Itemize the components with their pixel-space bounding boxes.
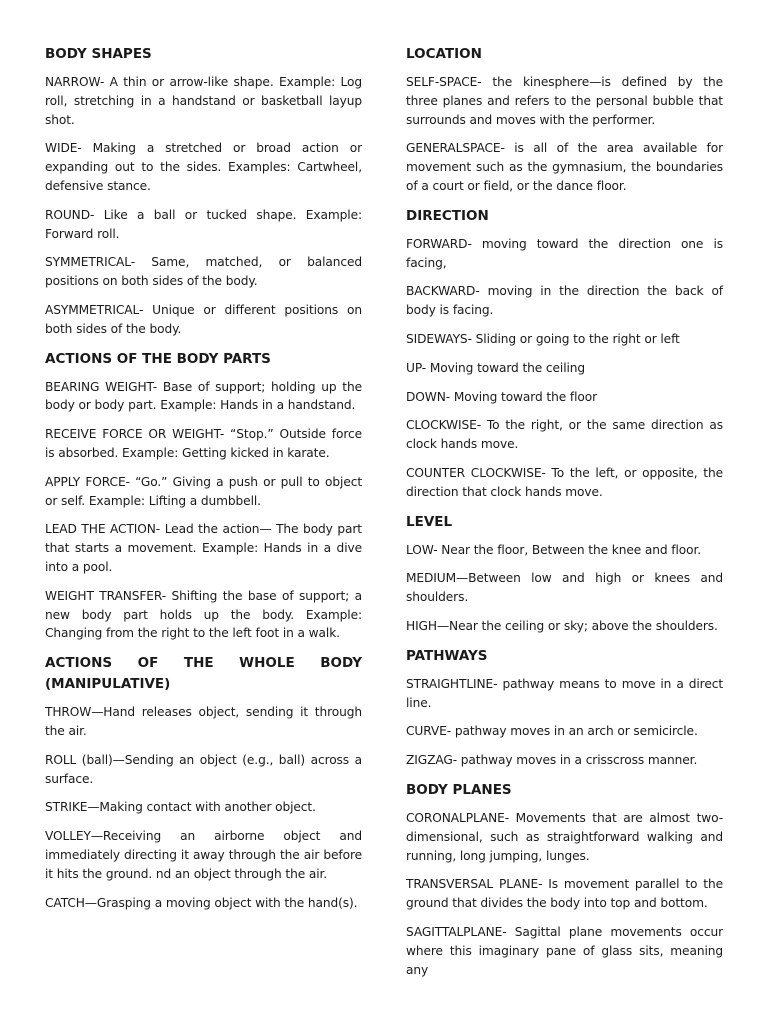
entry-apply-force: APPLY FORCE- “Go.” Giving a push or pull to object or self. Example: Lifting a dumbbell. (45, 474, 362, 508)
entry-zigzag: ZIGZAG- pathway moves in a crisscross manner. (406, 753, 698, 768)
entry-up: UP- Moving toward the ceiling (406, 360, 586, 375)
entry-lead-the-action: LEAD THE ACTION- Lead the action— The body part that starts a movement. Example: Hands in a dive into a pool. (45, 522, 362, 574)
entry-asymmetrical: ASYMMETRICAL- Unique or different positions on both sides of the body. (45, 302, 362, 336)
entry-straightline: STRAIGHTLINE- pathway means to move in a direct line. (406, 676, 723, 710)
section-heading-actions-body-parts: ACTIONS OF THE BODY PARTS (45, 350, 271, 367)
section-heading-pathways: PATHWAYS (406, 647, 488, 664)
entry-wide: WIDE- Making a stretched or broad action or expanding out to the sides. Examples: Cartwheel, defensive stance. (45, 141, 362, 193)
entry-curve: CURVE- pathway moves in an arch or semicircle. (406, 724, 698, 739)
entry-symmetrical: SYMMETRICAL- Same, matched, or balanced positions on both sides of the body. (45, 255, 362, 289)
left-column (45, 44, 362, 922)
entry-general-space: GENERALSPACE- is all of the area available for movement such as the gymnasium, the boundaries of a court or field, or the dance floor. (406, 141, 723, 193)
entry-bearing-weight: BEARING WEIGHT- Base of support; holding up the body or body part. Example: Hands in a handstand. (45, 379, 362, 413)
right-column (406, 44, 723, 979)
entry-strike: STRIKE—Making contact with another object. (45, 800, 316, 815)
entry-forward: FORWARD- moving toward the direction one is facing, (406, 236, 723, 270)
section-heading-direction: DIRECTION (406, 207, 489, 224)
entry-sideways: SIDEWAYS- Sliding or going to the right or left (406, 331, 680, 346)
section-heading-location: LOCATION (406, 46, 482, 62)
entry-round: ROUND- Like a ball or tucked shape. Example: Forward roll. (45, 207, 362, 241)
entry-throw: THROW—Hand releases object, sending it through the air. (45, 705, 362, 738)
entry-medium: MEDIUM—Between low and high or knees and shoulders. (406, 571, 723, 605)
entry-high: HIGH—Near the ceiling or sky; above the shoulders. (406, 618, 718, 633)
entry-receive-force: RECEIVE FORCE OR WEIGHT- “Stop.” Outside force is absorbed. Example: Getting kicked in karate. (45, 427, 362, 460)
entry-down: DOWN- Moving toward the floor (406, 389, 597, 404)
entry-transversal-plane: TRANSVERSAL PLANE- Is movement parallel to the ground that divides the body into top and bottom. (406, 877, 723, 911)
entry-counter-clockwise: COUNTER CLOCKWISE- To the left, or opposite, the direction that clock hands move. (406, 465, 723, 499)
entry-weight-transfer: WEIGHT TRANSFER- Shifting the base of support; a new body part holds up the body. Example: Changing from the right to the left foot in a walk. (45, 588, 362, 641)
entry-backward: BACKWARD- moving in the direction the back of body is facing. (406, 284, 723, 318)
entry-coronal-plane: CORONALPLANE- Movements that are almost two-dimensional, such as straightforward walking and running, long jumping, lunges. (406, 810, 723, 863)
entry-self-space: SELF-SPACE- the kinesphere—is defined by the three planes and refers to the personal bubble that surrounds and moves with the performer. (406, 75, 723, 127)
entry-narrow: NARROW- A thin or arrow-like shape. Example: Log roll, stretching in a handstand or basketball layup shot. (45, 75, 362, 127)
entry-low: LOW- Near the floor, Between the knee and floor. (406, 542, 702, 557)
entry-sagittal-plane: SAGITTALPLANE- Sagittal plane movements occur where this imaginary pane of glass sits, meaning any (406, 924, 723, 977)
section-heading-actions-whole-body: ACTIONS OF THE WHOLE BODY (MANIPULATIVE) (45, 655, 362, 693)
entry-clockwise: CLOCKWISE- To the right, or the same direction as clock hands move. (406, 418, 723, 452)
entry-roll: ROLL (ball)—Sending an object (e.g., ball) across a surface. (45, 752, 362, 786)
entry-volley: VOLLEY—Receiving an airborne object and immediately directing it away through the air before it hits the ground. nd an object through the air. (45, 829, 362, 881)
section-heading-body-shapes: BODY SHAPES (45, 46, 152, 62)
entry-catch: CATCH—Grasping a moving object with the hand(s). (45, 895, 358, 910)
section-heading-level: LEVEL (406, 513, 453, 530)
section-heading-body-planes: BODY PLANES (406, 781, 512, 798)
